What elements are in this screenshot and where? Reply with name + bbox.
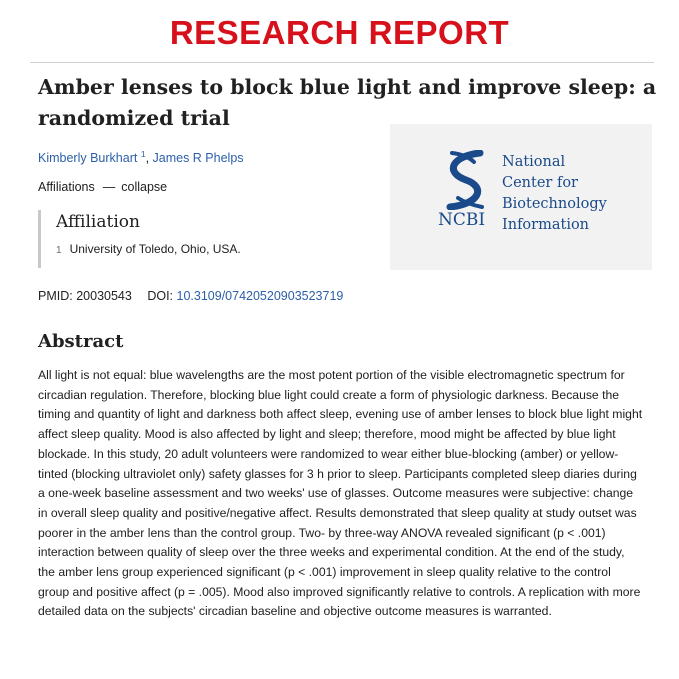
abstract-body: All light is not equal: blue wavelengths are the most potent portion of the visible electromagnetic spectrum for circadian regulation. Therefore, blocking blue light could create a form of physiologic darkness. Because the timing and quantity of light and darkness both affect sleep, evening use of amber lenses to block blue light might affect sleep quality. Mood is also affected by light and sleep; therefore, mood might be affected by blue light blockade. In this study, 20 adult volunteers were randomized to wear either blue-blocking (amber) or yellow-tinted (blocking ultraviolet only) safety glasses for 3 h prior to sleep. Participants completed sleep diaries during a one-week baseline assessment and two weeks' use of glasses. Outcome measures were subjective: change in overall sleep quality and positive/negative affect. Results demonstrated that sleep quality at study outset was poorer in the amber lens than the control group. Two- by three-way ANOVA revealed significant (p < .001) interaction between quality of sleep over the three weeks and experimental condition. At the end of the study, the amber lens group experienced significant (p < .001) improvement in sleep quality relative to the control group and positive affect (p = .005). Mood also improved significantly relative to controls. A replication with more detailed data on the subjects' circadian baseline and objective outcome measures is warranted. (38, 368, 643, 619)
ncbi-abbreviation: NCBI (438, 210, 486, 230)
pmid-label: PMID: (38, 289, 73, 303)
ncbi-helix-icon (440, 150, 492, 210)
ncbi-name-line: National (502, 154, 566, 170)
collapse-link[interactable]: collapse (121, 180, 168, 194)
abstract-heading: Abstract (38, 331, 124, 352)
author-link-phelps[interactable]: James R Phelps (152, 151, 244, 166)
affiliations-dash: — (102, 180, 116, 194)
affiliation-item (56, 242, 241, 256)
ncbi-name-line: Information (502, 217, 590, 233)
pmid-value: 20030543 (76, 289, 132, 303)
author-separator: , (145, 151, 153, 166)
doi-link[interactable]: 10.3109/07420520903523719 (176, 289, 344, 303)
ncbi-name-line: Biotechnology (502, 196, 607, 212)
affiliation-number: 1 (56, 245, 62, 256)
doi-label: DOI: (147, 289, 174, 303)
author-list (38, 149, 244, 165)
article-title: Amber lenses to block blue light and improve sleep: a randomized trial (38, 75, 657, 130)
ncbi-name-line: Center for (502, 175, 578, 191)
header-divider (30, 62, 654, 63)
banner-title: RESEARCH REPORT (169, 14, 510, 51)
affiliation-panel (38, 210, 241, 268)
author-link-burkhart[interactable]: Kimberly Burkhart (38, 151, 138, 166)
affiliations-toggle[interactable] (38, 180, 167, 194)
affiliation-text: University of Toledo, Ohio, USA. (69, 242, 241, 256)
affiliations-label: Affiliations (38, 180, 95, 194)
ncbi-full-name (502, 152, 607, 236)
article-identifiers (38, 289, 343, 303)
report-banner (0, 14, 679, 52)
affiliation-heading: Affiliation (56, 212, 140, 232)
author-affiliation-marker[interactable]: 1 (140, 149, 146, 159)
